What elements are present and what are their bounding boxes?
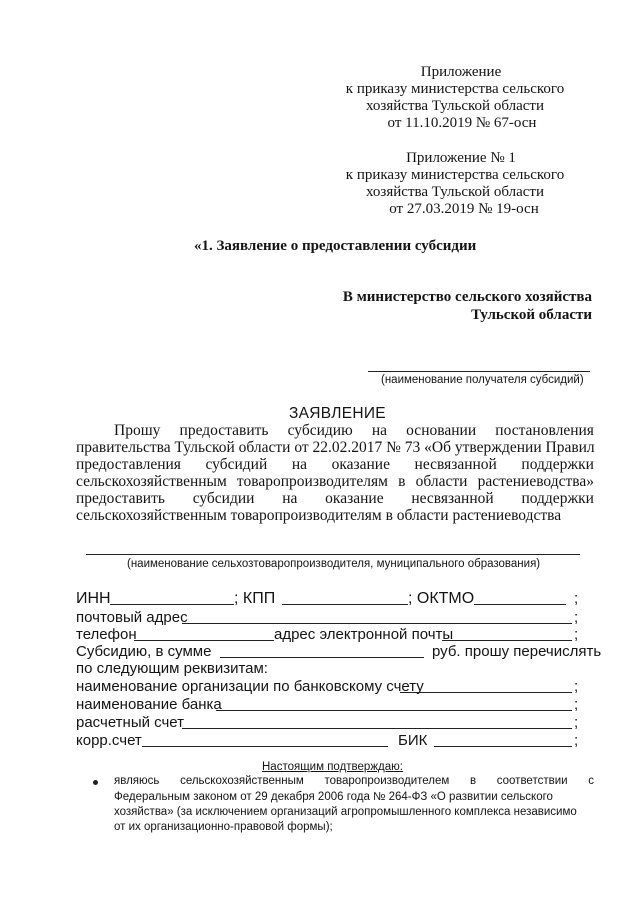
appendix-2-line-3: хозяйства Тульской области [366, 184, 544, 200]
bullet-line-2: Федеральным законом от 29 декабря 2006 года № 264-ФЗ «О развитии сельского [114, 791, 553, 803]
appendix-block-1 [320, 64, 590, 132]
body-word: предоставить [76, 490, 165, 507]
body-line-6: сельскохозяйственным товаропроизводителям в области растениеводства [76, 507, 562, 524]
body-word: Прошу [114, 422, 161, 439]
kpp-label: ; КПП [234, 590, 276, 607]
semicolon: ; [574, 696, 579, 713]
postal-field[interactable] [182, 623, 572, 624]
body-word: субсидий [205, 456, 268, 473]
body-word: поддержки [521, 490, 594, 507]
body-line-4 [76, 473, 594, 491]
appendix-block-2 [320, 150, 590, 218]
bullet-line-4: от их организационно-правовой формы); [114, 821, 333, 833]
body-line-5 [76, 490, 594, 508]
bank-label: наименование банка [76, 696, 222, 713]
body-line-2 [76, 439, 594, 457]
body-line-3 [76, 456, 594, 474]
account-field[interactable] [182, 728, 572, 729]
row-corr-bik [76, 732, 594, 750]
subsidy-amount-field[interactable] [220, 657, 424, 658]
phone-label: телефон [76, 626, 137, 643]
body-word: субсидии [192, 490, 255, 507]
section-title: «1. Заявление о предоставлении субсидии [194, 238, 477, 254]
row-bank [76, 696, 594, 714]
body-word: области [415, 473, 468, 490]
body-word: сельскохозяйственным [76, 473, 227, 490]
confirm-heading: Настоящим подтверждаю: [262, 761, 403, 773]
semicolon: ; [574, 609, 579, 626]
addressee-line-1: В министерство сельского хозяйства [342, 289, 592, 305]
semicolon: ; [574, 590, 579, 607]
corr-account-field[interactable] [142, 746, 388, 747]
body-word: в [398, 473, 406, 490]
bullet-word: соответствии [496, 775, 568, 787]
body-word: растениеводства» [477, 473, 594, 490]
phone-field[interactable] [134, 640, 274, 641]
inn-field[interactable] [110, 604, 234, 605]
body-line-1 [114, 422, 594, 440]
row-postal [76, 609, 594, 627]
appendix-2-line-1: Приложение № 1 [406, 150, 516, 166]
kpp-field[interactable] [282, 604, 408, 605]
email-label: адрес электронной почты [274, 626, 454, 643]
org-name-field[interactable] [400, 692, 572, 693]
requisites-label: по следующим реквизитам: [76, 660, 268, 677]
email-field[interactable] [442, 640, 572, 641]
rub-label: руб. прошу перечислять [432, 643, 602, 660]
bullet-word: являюсь [114, 775, 160, 787]
body-word: основании [406, 422, 477, 439]
row-requisites [76, 660, 594, 678]
bik-field[interactable] [434, 746, 572, 747]
row-org-name [76, 678, 594, 696]
bullet-word: с [588, 775, 594, 787]
inn-label: ИНН [76, 590, 111, 607]
appendix-1-line-1: Приложение [420, 64, 502, 80]
addressee-line-2: Тульской области [471, 307, 592, 323]
document-title: ЗАЯВЛЕНИЕ [289, 405, 386, 422]
semicolon: ; [574, 626, 579, 643]
addressee [300, 288, 592, 324]
bullet-word: сельскохозяйственным [180, 775, 304, 787]
body-word: субсидию [287, 422, 353, 439]
appendix-2-line-4: от 27.03.2019 № 19-осн [389, 201, 539, 217]
oktmo-field[interactable] [474, 604, 566, 605]
corr-label: корр.счет [76, 732, 142, 749]
bullet-word: в [469, 775, 477, 787]
account-label: расчетный счет [76, 714, 185, 731]
producer-caption: (наименование сельхозтоваропроизводителя, муниципального образования) [127, 558, 541, 570]
body-word: предоставить [179, 422, 269, 439]
appendix-2-line-2: к приказу министерства сельского [345, 167, 565, 183]
body-word: на [282, 490, 298, 507]
bullet-line-1 [114, 775, 594, 787]
row-subsidy [76, 643, 602, 661]
body-word: постановления [495, 422, 594, 439]
body-word: на [291, 456, 307, 473]
body-word: предоставления [76, 456, 181, 473]
body-word: товаропроизводителям [236, 473, 388, 490]
body-word: поддержки [521, 456, 594, 473]
body-word: на [371, 422, 388, 439]
body-text: правительства Тульской области от 22.02.2017 № 73 «Об утверждении Правил [76, 439, 595, 456]
bullet-dot [93, 780, 98, 785]
appendix-1-line-3: хозяйства Тульской области [366, 98, 544, 114]
semicolon: ; [574, 732, 579, 749]
oktmo-label: ; ОКТМО [408, 590, 475, 607]
bik-label: БИК [398, 732, 428, 749]
body-word: оказание [325, 490, 384, 507]
postal-label: почтовый адрес [76, 609, 188, 626]
bullet-line-3: хозяйства» (за исключением организаций агропромышленного комплекса независимо [114, 806, 577, 818]
recipient-caption: (наименование получателя субсидий) [381, 374, 584, 386]
org-name-label: наименование организации по банковскому счету [76, 678, 424, 695]
body-word: несвязанной [411, 490, 494, 507]
semicolon: ; [574, 714, 579, 731]
appendix-1-line-2: к приказу министерства сельского [345, 81, 565, 97]
semicolon: ; [574, 678, 579, 695]
body-word: несвязанной [414, 456, 497, 473]
row-phone-email [76, 626, 594, 644]
bank-field[interactable] [216, 710, 572, 711]
producer-name-line [86, 554, 580, 555]
row-account [76, 714, 594, 732]
subsidy-label: Субсидию, в сумме [76, 643, 212, 660]
body-word: оказание [331, 456, 390, 473]
recipient-name-line [368, 371, 590, 372]
bullet-word: товаропроизводителем [324, 775, 450, 787]
row-inn-kpp-oktmo [76, 590, 594, 608]
appendix-1-line-4: от 11.10.2019 № 67-осн [387, 115, 537, 131]
